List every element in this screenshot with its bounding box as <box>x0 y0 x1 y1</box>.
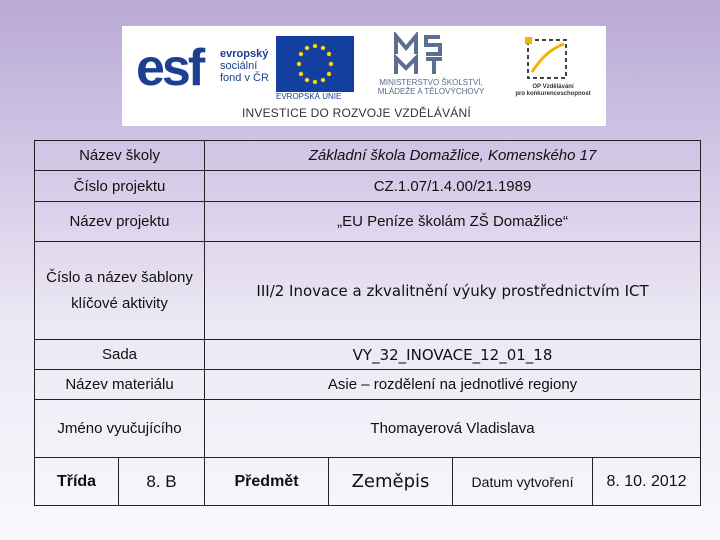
op-logo-icon <box>520 32 574 84</box>
set-label: Sada <box>35 340 205 370</box>
esf-logo-text <box>220 48 269 84</box>
teacher-value: Thomayerová Vladislava <box>205 400 701 458</box>
esf-line-1: evropský <box>220 48 269 60</box>
material-label: Název materiálu <box>35 370 205 400</box>
subject-value: Zeměpis <box>329 458 453 506</box>
logo-banner <box>122 26 606 126</box>
project-name-label: Název projektu <box>35 202 205 242</box>
project-name-value: „EU Peníze školám ZŠ Domažlice“ <box>205 202 701 242</box>
project-info-table <box>34 140 701 506</box>
op-line-1: OP Vzdělávání <box>532 84 574 90</box>
esf-logo: esf <box>136 39 203 97</box>
msmt-logo-icon <box>390 32 470 76</box>
set-value: VY_32_INOVACE_12_01_18 <box>205 340 701 370</box>
esf-line-2: sociální <box>220 60 258 72</box>
esf-line-3: fond v ČR <box>220 72 269 84</box>
school-name-label: Název školy <box>35 141 205 171</box>
op-text <box>508 84 598 98</box>
msmt-text <box>366 78 496 96</box>
op-line-2: pro konkurenceschopnost <box>515 91 591 97</box>
subject-label: Předmět <box>205 458 329 506</box>
class-value: 8. B <box>119 458 205 506</box>
class-label: Třída <box>35 458 119 506</box>
template-label: Číslo a název šablony klíčové aktivity <box>35 242 205 340</box>
material-value: Asie – rozdělení na jednotlivé regiony <box>205 370 701 400</box>
msmt-line-1: MINISTERSTVO ŠKOLSTVÍ, <box>379 78 483 87</box>
template-value: III/2 Inovace a zkvalitnění výuky prostřednictvím ICT <box>205 242 701 340</box>
teacher-label: Jméno vyučujícího <box>35 400 205 458</box>
school-name-value: Základní škola Domažlice, Komenského 17 <box>205 141 701 171</box>
eu-label: EVROPSKÁ UNIE <box>276 92 342 101</box>
project-number-label: Číslo projektu <box>35 171 205 202</box>
investice-slogan: INVESTICE DO ROZVOJE VZDĚLÁVÁNÍ <box>242 106 471 120</box>
date-label: Datum vytvoření <box>453 458 593 506</box>
msmt-line-2: MLÁDEŽE A TĚLOVÝCHOVY <box>377 87 485 96</box>
project-number-value: CZ.1.07/1.4.00/21.1989 <box>205 171 701 202</box>
eu-flag-icon <box>276 36 354 92</box>
date-value: 8. 10. 2012 <box>593 458 701 506</box>
